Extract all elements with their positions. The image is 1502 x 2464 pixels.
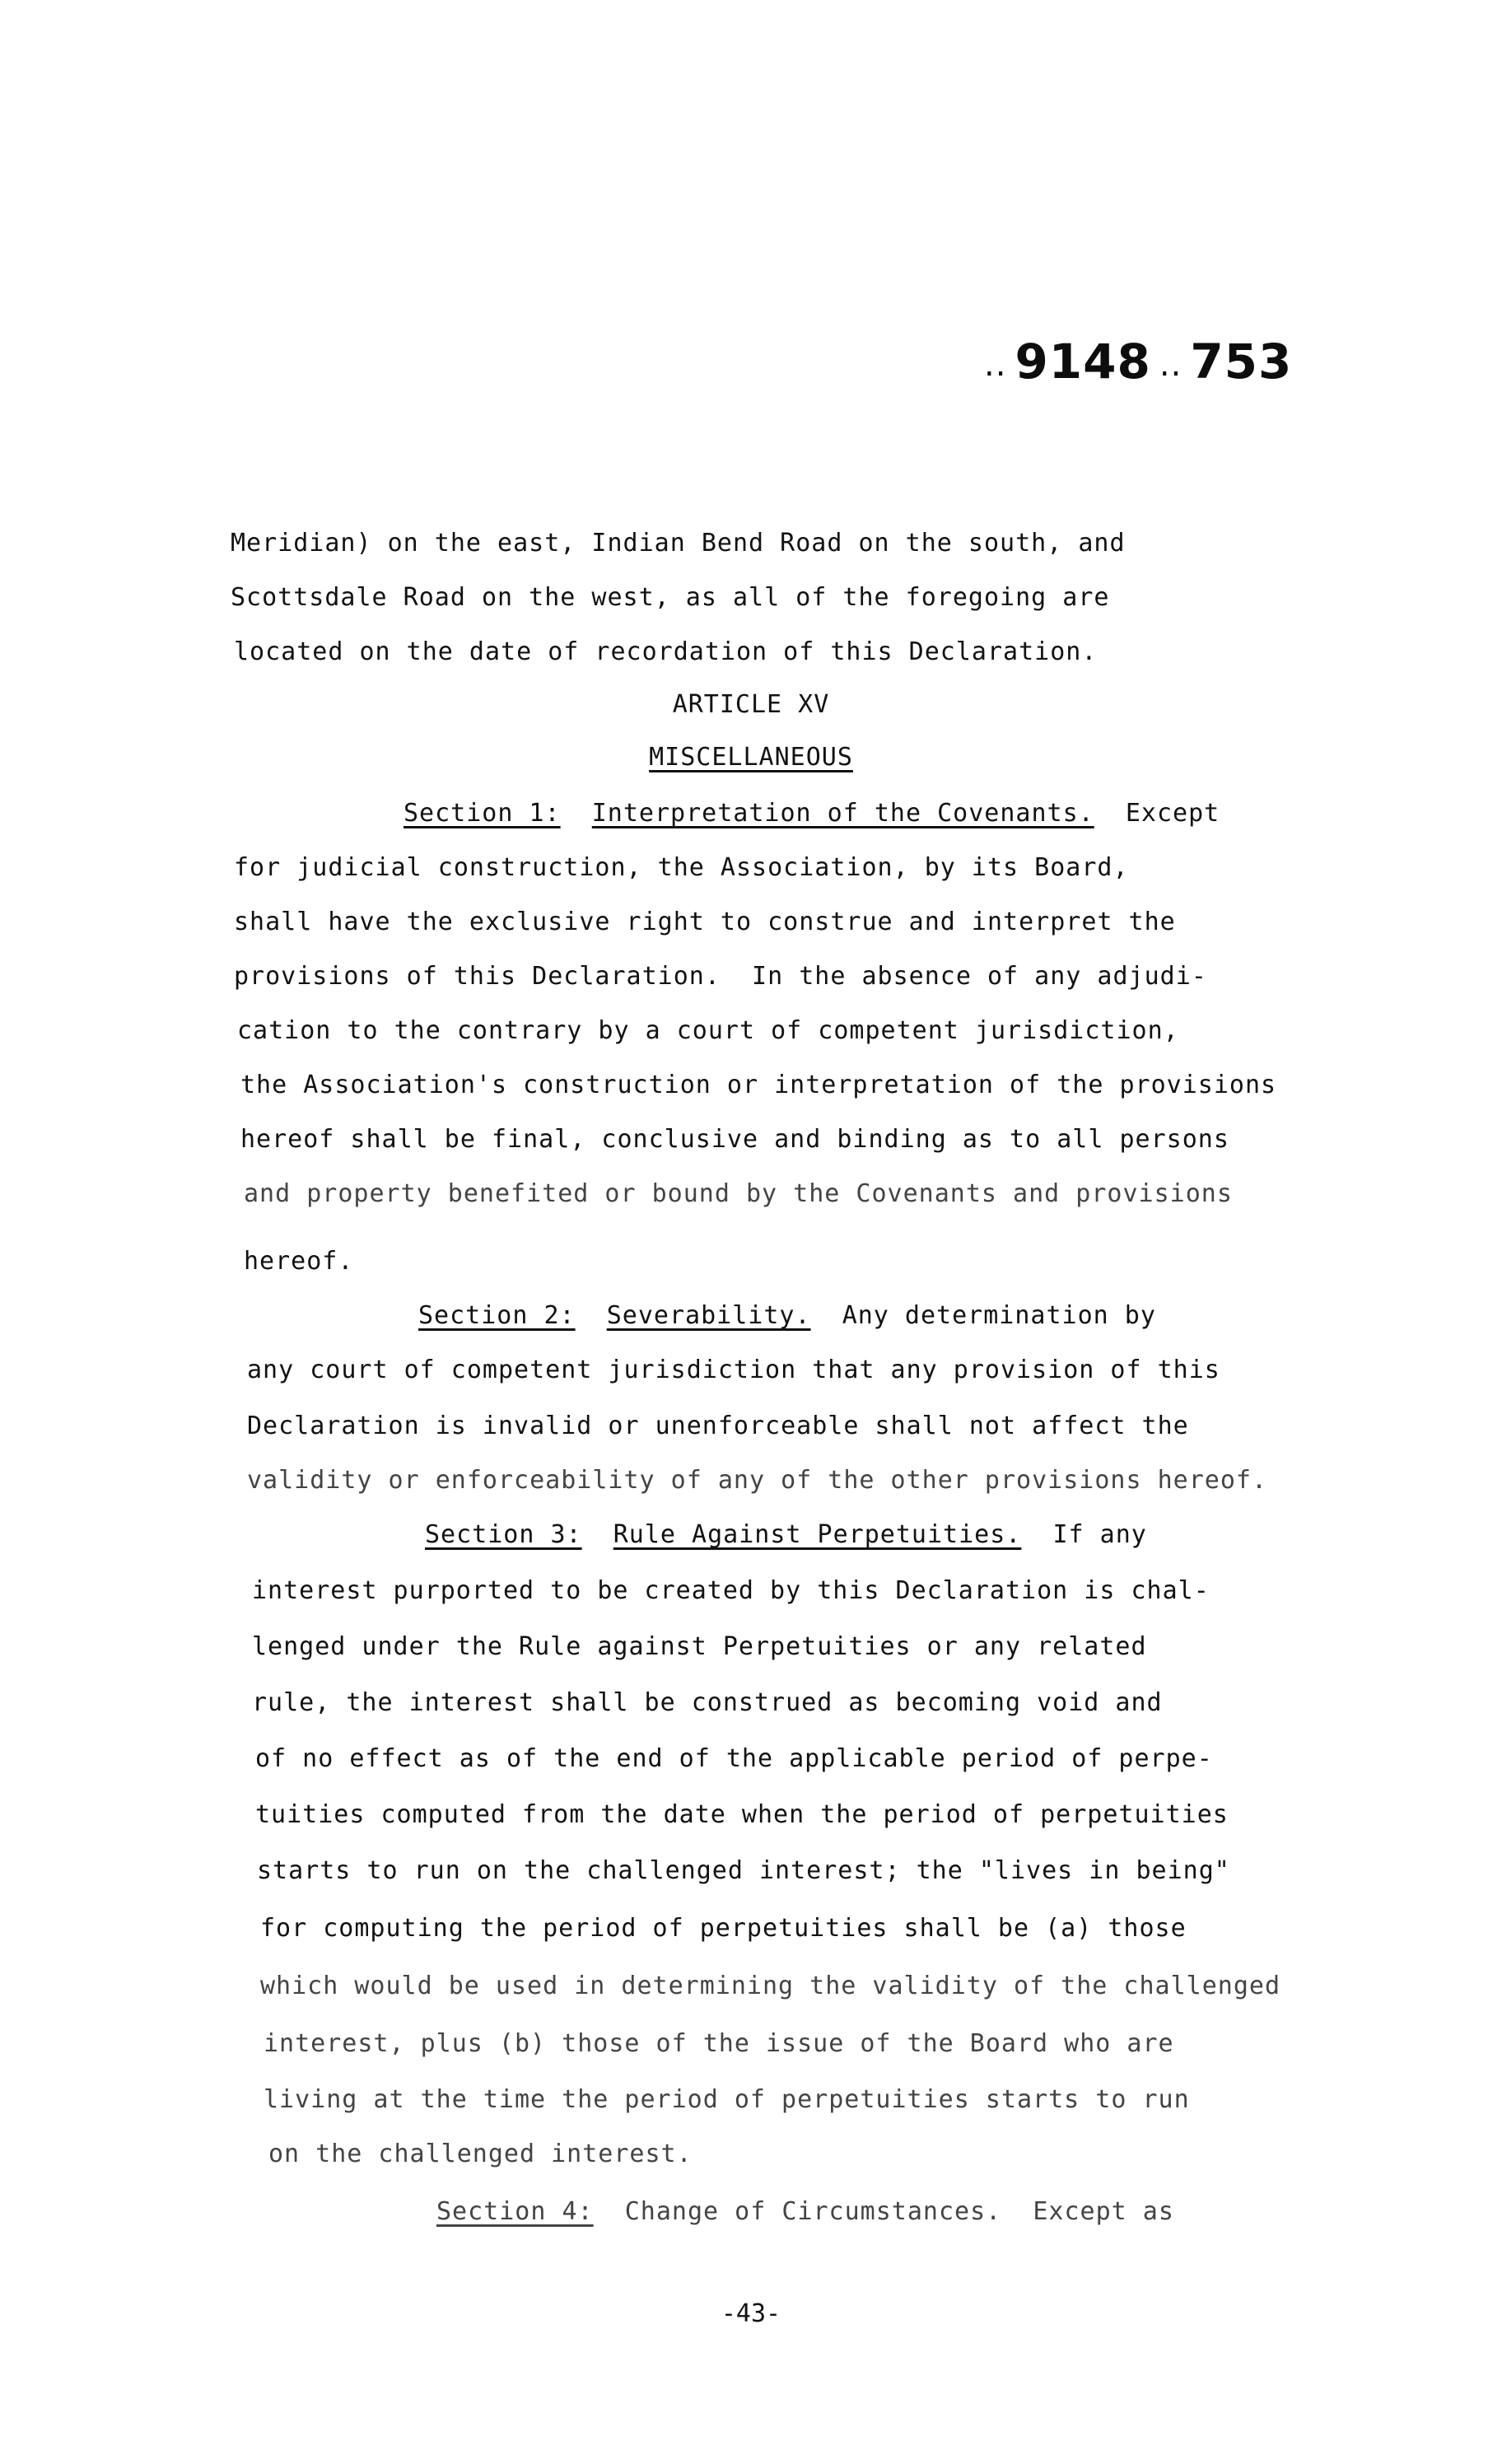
s3-line-11: on the challenged interest.: [268, 2140, 693, 2168]
section-4-title: Change of Circumstances.: [624, 2197, 1002, 2226]
s3-line-5: tuities computed from the date when the period of perpetuities: [255, 1800, 1229, 1829]
docket-prefix: ..: [984, 345, 1007, 384]
s1-line-5: the Association's construction or interpretation of the provisions: [240, 1071, 1277, 1099]
page-mark: ..: [1159, 345, 1182, 384]
s1-line-2: shall have the exclusive right to construe and interpret the: [234, 908, 1176, 936]
s3-line-4: of no effect as of the end of the applicable period of perpe-: [255, 1744, 1213, 1773]
section-4-heading: [436, 2196, 1174, 2228]
section-4-start: Except as: [1033, 2197, 1174, 2226]
section-2-start: Any determination by: [842, 1301, 1156, 1330]
s3-line-10: living at the time the period of perpetuities starts to run: [264, 2085, 1190, 2114]
section-3-start: If any: [1052, 1520, 1147, 1549]
s1-line-1: for judicial construction, the Association, by its Board,: [234, 853, 1129, 882]
section-3-label: Section 3:: [425, 1520, 582, 1549]
page-value: 753: [1190, 334, 1293, 390]
s2-line-3: validity or enforceability of any of the other provisions hereof.: [247, 1466, 1267, 1495]
s3-line-1: interest purported to be created by this Declaration is chal-: [252, 1576, 1210, 1605]
section-3-heading: [425, 1519, 1147, 1552]
section-4-label: Section 4:: [436, 2197, 594, 2226]
section-2-heading: [418, 1300, 1156, 1332]
body-line-2: Scottsdale Road on the west, as all of the foregoing are: [231, 583, 1110, 612]
section-2-label: Section 2:: [418, 1301, 576, 1330]
article-title: MISCELLANEOUS: [649, 743, 853, 772]
body-line-1: Meridian) on the east, Indian Bend Road on the south, and: [231, 529, 1126, 558]
section-1-title: Interpretation of the Covenants.: [591, 799, 1094, 828]
s2-line-1: any court of competent jurisdiction that any provision of this: [247, 1356, 1220, 1384]
s1-line-6: hereof shall be final, conclusive and binding as to all persons: [240, 1125, 1229, 1154]
s3-line-8: which would be used in determining the validity of the challenged: [260, 1972, 1280, 2000]
body-line-3: located on the date of recordation of this Declaration.: [234, 637, 1098, 666]
s1-line-7: and property benefited or bound by the Covenants and provisions: [244, 1179, 1233, 1208]
s1-line-8: hereof.: [244, 1247, 354, 1276]
section-1-heading: [403, 797, 1220, 830]
s3-line-9: interest, plus (b) those of the issue of the Board who are: [264, 2029, 1174, 2058]
section-3-title: Rule Against Perpetuities.: [613, 1520, 1022, 1549]
section-1-label: Section 1:: [403, 799, 561, 828]
s1-line-3: provisions of this Declaration. In the absence of any adjudi-: [234, 962, 1207, 991]
article-heading: ARTICLE XV: [672, 690, 830, 719]
s3-line-3: rule, the interest shall be construed as becoming void and: [252, 1688, 1163, 1717]
s2-line-2: Declaration is invalid or unenforceable shall not affect the: [247, 1412, 1189, 1440]
docket-value: 9148: [1015, 334, 1151, 390]
section-2-title: Severability.: [606, 1301, 811, 1330]
page-number: -43-: [721, 2299, 781, 2328]
s1-line-4: cation to the contrary by a court of competent jurisdiction,: [237, 1016, 1179, 1045]
s3-line-7: for computing the period of perpetuities shall be (a) those: [260, 1914, 1187, 1943]
s3-line-2: lenged under the Rule against Perpetuities or any related: [252, 1632, 1147, 1661]
section-1-start: Except: [1125, 799, 1220, 828]
s3-line-6: starts to run on the challenged interest; the "lives in being": [257, 1856, 1230, 1885]
docket-number: [976, 334, 1292, 390]
